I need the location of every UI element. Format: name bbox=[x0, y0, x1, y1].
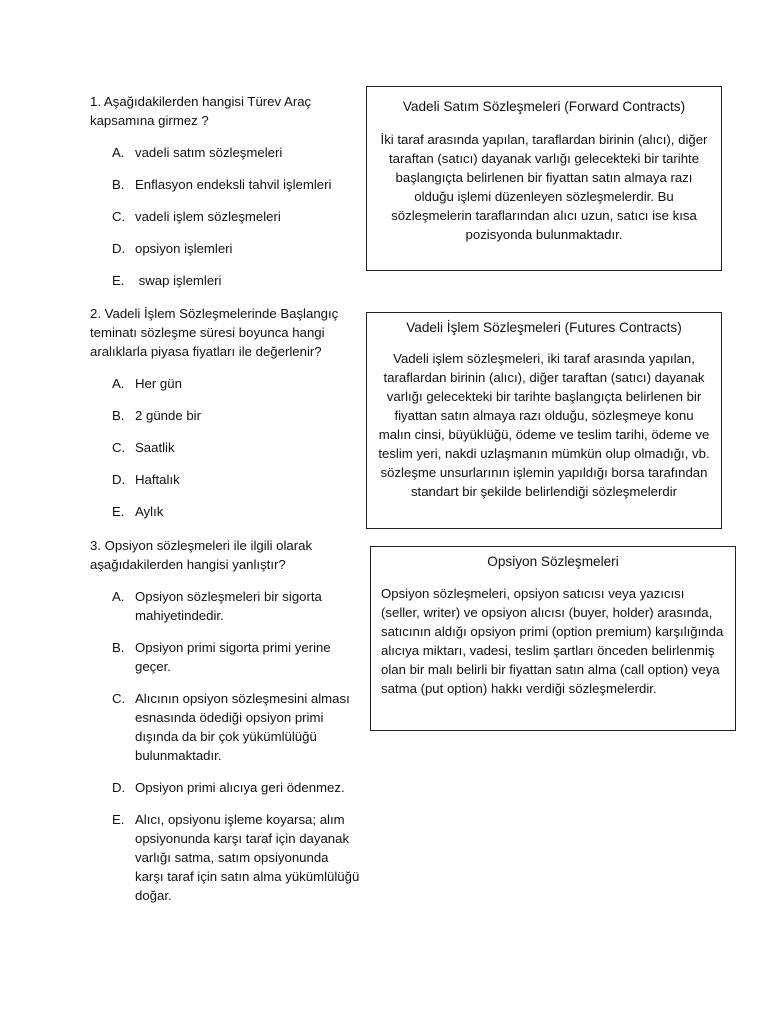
question-1-text: 1. Aşağıdakilerden hangisi Türev Araç kapsamına girmez ? bbox=[90, 94, 312, 128]
forward-contracts-body: İki taraf arasında yapılan, taraflardan birinin (alıcı), diğer taraftan (satıcı) dayanak varlığı gelecekteki bir tarihte başlangıçta belirlenen bir fiyattan satın almaya razı olduğu işlemi düzenleyen sözleşmelerdir. Bu sözleşmelerin taraflarından alıcı uzun, satıcı ise kısa pozisyonda bulunmaktadır. bbox=[380, 132, 708, 242]
options-contracts-box bbox=[370, 546, 736, 731]
option-letter: D. bbox=[112, 780, 126, 795]
question-1-options bbox=[90, 143, 360, 290]
futures-contracts-body: Vadeli işlem sözleşmeleri, iki taraf arasında yapılan, taraflardan birinin (alıcı), diğer taraftan (satıcı) dayanak varlığı gelecekteki bir tarihte başlangıçta belirlenen bir fiyattan satın almaya razı olduğu, sözleşmeye konu malın cinsi, büyüklüğü, ödeme ve teslim tarihi, ödeme ve teslim yeri, nakdi uzlaşmanın mümkün olup olmadığı, vb. sözleşme unsurlarının işlemin yapıldığı borsa tarafından standart bir şekilde belirlendiği sözleşmelerdir bbox=[378, 351, 710, 499]
option-letter: C. bbox=[112, 691, 126, 706]
options-contracts-body: Opsiyon sözleşmeleri, opsiyon satıcısı veya yazıcısı (seller, writer) ve opsiyon alıcısı (buyer, holder) arasında, satıcının aldığı opsiyon primi (option premium) karşılığında alıcıya miktarı, vadesi, teslim şartları önceden belirlenmiş olan bir malı belirli bir fiyattan satın alma (call option) veya satma (put option) hakkı verdiği sözleşmelerdir. bbox=[381, 586, 724, 696]
option-text: 2 günde bir bbox=[135, 408, 201, 423]
question-1-option-a[interactable] bbox=[90, 143, 360, 162]
option-letter: A. bbox=[112, 589, 125, 604]
options-contracts-title: Opsiyon Sözleşmeleri bbox=[487, 554, 619, 569]
option-letter: B. bbox=[112, 640, 125, 655]
option-text: Aylık bbox=[135, 504, 164, 519]
option-text: Alıcının opsiyon sözleşmesini alması esnasında ödediği opsiyon primi dışında da bir çok yükümlülüğü bulunmaktadır. bbox=[135, 691, 350, 763]
option-text: opsiyon işlemleri bbox=[135, 241, 233, 256]
option-text: Her gün bbox=[135, 376, 182, 391]
option-letter: B. bbox=[112, 177, 125, 192]
futures-contracts-title: Vadeli İşlem Sözleşmeleri (Futures Contracts) bbox=[406, 320, 682, 335]
question-2-option-b[interactable] bbox=[90, 406, 360, 425]
option-letter: A. bbox=[112, 145, 125, 160]
option-letter: E. bbox=[112, 504, 125, 519]
question-1-option-d[interactable] bbox=[90, 239, 360, 258]
option-text: Saatlik bbox=[135, 440, 175, 455]
question-3-options bbox=[90, 587, 360, 905]
question-3 bbox=[90, 536, 360, 905]
question-3-option-a[interactable] bbox=[90, 587, 360, 625]
option-text: Opsiyon sözleşmeleri bir sigorta mahiyetindedir. bbox=[135, 589, 322, 623]
forward-contracts-box bbox=[366, 86, 722, 271]
question-2-options bbox=[90, 374, 360, 521]
option-text: vadeli satım sözleşmeleri bbox=[135, 145, 283, 160]
futures-contracts-box bbox=[366, 312, 722, 529]
question-3-option-d[interactable] bbox=[90, 778, 360, 797]
option-text: Haftalık bbox=[135, 472, 180, 487]
question-2-option-d[interactable] bbox=[90, 470, 360, 489]
option-text: swap işlemleri bbox=[135, 273, 222, 288]
question-1-option-e[interactable] bbox=[90, 271, 360, 290]
option-text: Alıcı, opsiyonu işleme koyarsa; alım opsiyonunda karşı taraf için dayanak varlığı satma, satım opsiyonunda karşı taraf için satın alma yükümlülüğü doğar. bbox=[135, 812, 360, 903]
question-1 bbox=[90, 92, 360, 290]
question-3-text: 3. Opsiyon sözleşmeleri ile ilgili olarak aşağıdakilerden hangisi yanlıştır? bbox=[90, 538, 313, 572]
option-letter: E. bbox=[112, 273, 125, 288]
option-letter: C. bbox=[112, 209, 126, 224]
question-2-option-c[interactable] bbox=[90, 438, 360, 457]
option-letter: B. bbox=[112, 408, 125, 423]
option-text: Enflasyon endeksli tahvil işlemleri bbox=[135, 177, 332, 192]
question-1-option-b[interactable] bbox=[90, 175, 360, 194]
option-text: vadeli işlem sözleşmeleri bbox=[135, 209, 281, 224]
question-2-option-a[interactable] bbox=[90, 374, 360, 393]
question-3-option-e[interactable] bbox=[90, 810, 360, 905]
option-letter: D. bbox=[112, 241, 126, 256]
option-text: Opsiyon primi sigorta primi yerine geçer. bbox=[135, 640, 331, 674]
question-1-option-c[interactable] bbox=[90, 207, 360, 226]
option-letter: E. bbox=[112, 812, 125, 827]
option-letter: A. bbox=[112, 376, 125, 391]
question-3-option-c[interactable] bbox=[90, 689, 360, 765]
question-3-option-b[interactable] bbox=[90, 638, 360, 676]
question-2 bbox=[90, 304, 360, 521]
question-2-text: 2. Vadeli İşlem Sözleşmelerinde Başlangıç teminatı sözleşme süresi boyunca hangi aralıklarla piyasa fiyatları ile değerlenir? bbox=[90, 306, 339, 359]
option-letter: D. bbox=[112, 472, 126, 487]
forward-contracts-title: Vadeli Satım Sözleşmeleri (Forward Contracts) bbox=[402, 99, 686, 114]
question-2-option-e[interactable] bbox=[90, 502, 360, 521]
option-letter: C. bbox=[112, 440, 126, 455]
option-text: Opsiyon primi alıcıya geri ödenmez. bbox=[135, 780, 345, 795]
